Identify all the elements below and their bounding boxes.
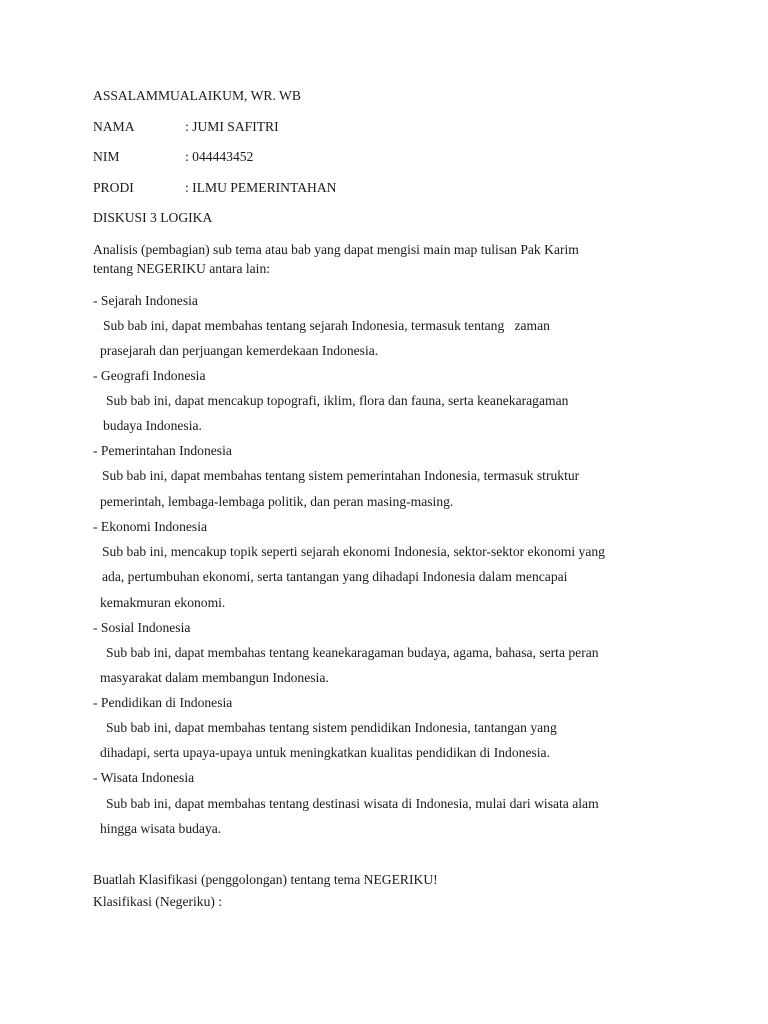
topic-heading: - Wisata Indonesia xyxy=(93,770,195,785)
topic-description: masyarakat dalam membangun Indonesia. xyxy=(100,670,329,685)
topic-description: dihadapi, serta upaya-upaya untuk meningkatkan kualitas pendidikan di Indonesia. xyxy=(100,745,550,760)
discussion-title: DISKUSI 3 LOGIKA xyxy=(93,210,213,225)
topic-description: Sub bab ini, dapat membahas tentang sejarah Indonesia, termasuk tentang zaman xyxy=(103,318,550,333)
field-label-nama: NAMA xyxy=(93,119,135,134)
topic-heading: - Pendidikan di Indonesia xyxy=(93,695,233,710)
topic-description: Sub bab ini, mencakup topik seperti sejarah ekonomi Indonesia, sektor-sektor ekonomi yang xyxy=(102,544,605,559)
topic-description: Sub bab ini, dapat mencakup topografi, iklim, flora dan fauna, serta keanekaragaman xyxy=(106,393,569,408)
field-value-nim: : 044443452 xyxy=(185,149,254,164)
field-value-prodi: : ILMU PEMERINTAHAN xyxy=(185,180,337,195)
topic-description: Sub bab ini, dapat membahas tentang keanekaragaman budaya, agama, bahasa, serta peran xyxy=(106,645,599,660)
topic-heading: - Ekonomi Indonesia xyxy=(93,519,208,534)
topic-description: Sub bab ini, dapat membahas tentang destinasi wisata di Indonesia, mulai dari wisata alam xyxy=(106,796,599,811)
intro-line: tentang NEGERIKU antara lain: xyxy=(93,261,271,276)
intro-line: Analisis (pembagian) sub tema atau bab yang dapat mengisi main map tulisan Pak Karim xyxy=(93,242,579,257)
task-instruction: Buatlah Klasifikasi (penggolongan) tentang tema NEGERIKU! xyxy=(93,872,438,887)
topic-description: pemerintah, lembaga-lembaga politik, dan peran masing-masing. xyxy=(100,494,454,509)
topic-description: prasejarah dan perjuangan kemerdekaan Indonesia. xyxy=(100,343,379,358)
classification-label: Klasifikasi (Negeriku) : xyxy=(93,894,223,909)
topic-description: Sub bab ini, dapat membahas tentang sistem pemerintahan Indonesia, termasuk struktur xyxy=(102,468,580,483)
topic-heading: - Sejarah Indonesia xyxy=(93,293,198,308)
topic-description: Sub bab ini, dapat membahas tentang sistem pendidikan Indonesia, tantangan yang xyxy=(106,720,557,735)
topic-heading: - Sosial Indonesia xyxy=(93,620,191,635)
topic-description: budaya Indonesia. xyxy=(103,418,202,433)
field-label-nim: NIM xyxy=(93,149,120,164)
topic-heading: - Pemerintahan Indonesia xyxy=(93,443,232,458)
greeting: ASSALAMMUALAIKUM, WR. WB xyxy=(93,88,301,103)
field-label-prodi: PRODI xyxy=(93,180,134,195)
topic-description: ada, pertumbuhan ekonomi, serta tantangan yang dihadapi Indonesia dalam mencapai xyxy=(102,569,568,584)
topic-description: kemakmuran ekonomi. xyxy=(100,595,226,610)
topic-heading: - Geografi Indonesia xyxy=(93,368,206,383)
field-value-nama: : JUMI SAFITRI xyxy=(185,119,279,134)
topic-description: hingga wisata budaya. xyxy=(100,821,222,836)
